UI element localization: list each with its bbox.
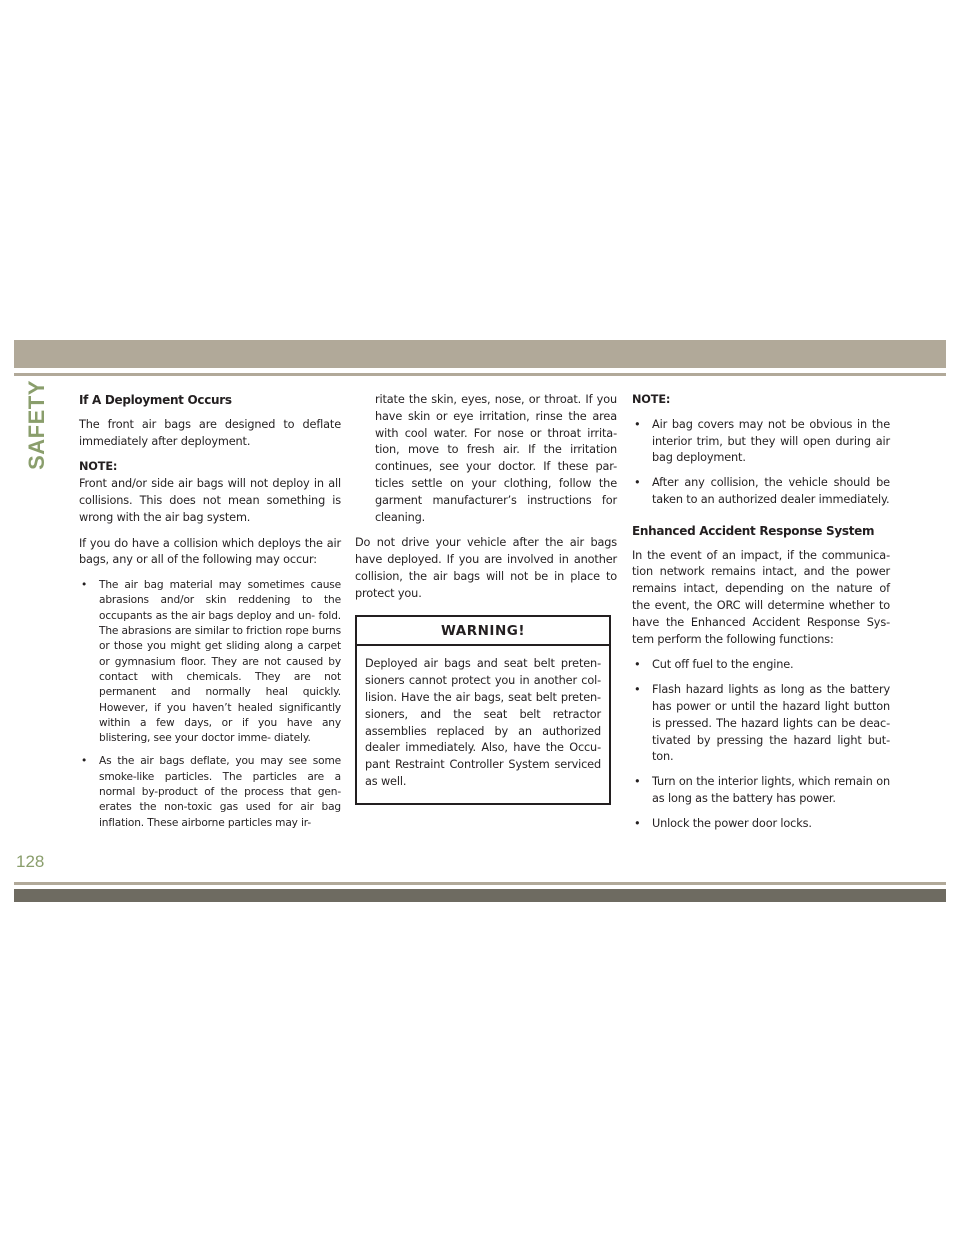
note-label: NOTE: [79,460,118,474]
page-number: 128 [16,852,45,871]
footer-rule [14,882,946,885]
paragraph: The front air bags are designed to deflate immediately after deployment. [79,417,341,448]
section-tab-label: SAFETY [24,380,50,470]
warning-box [355,615,611,805]
list-item: • Unlock the power door locks. [632,816,890,833]
section-heading-deployment: If A Deployment Occurs [79,393,232,407]
bullet-list [79,578,341,831]
section-heading-ears: Enhanced Accident Response System [632,523,875,538]
list-item: • After any collision, the vehicle should be taken to an authorized dealer immediately. [632,475,890,509]
warning-title: WARNING! [357,617,609,647]
header-band [14,340,946,368]
list-item-continuation: ritate the skin, eyes, nose, or throat. If you have skin or eye irritation, rinse the area with cool water. For nose or throat irrita- tion, move to fresh air. If the irritation continues, see your doctor. If these par- ticles settle on your clothing, follow the garment manufacturer’s instructions for cleaning. [375,393,617,524]
list-item: • Turn on the interior lights, which remain on as long as the battery has power. [632,774,890,808]
function-bullet-list [632,657,890,832]
column-2 [355,392,617,805]
list-item: • Cut off fuel to the engine. [632,657,890,674]
paragraph: In the event of an impact, if the communica- tion network remains intact, and the power remains intact, depending on the nature of the event, the ORC will determine whether to have the Enhanced Accident Response Sys- tem perform the following functions: [632,548,890,646]
paragraph: Do not drive your vehicle after the air bags have deployed. If you are involved in another collision, the air bags will not be in place to protect you. [355,536,617,600]
list-item: • As the air bags deflate, you may see some smoke-like particles. The particles are a normal by-product of the process that gen- erates the non-toxic gas used for air bag inflation. These airborne particles may ir- [79,754,341,830]
list-item: • Flash hazard lights as long as the battery has power or until the hazard light button is pressed. The hazard lights can be deac- tivated by pressing the hazard light but- ton. [632,682,890,766]
list-item: • Air bag covers may not be obvious in the interior trim, but they will open during air bag deployment. [632,417,890,467]
header-rule [14,373,946,376]
paragraph: If you do have a collision which deploys the air bags, any or all of the following may occur: [79,536,341,567]
footer-band [14,889,946,902]
note-bullet-list [632,417,890,509]
note-label: NOTE: [632,393,671,406]
note-text: Front and/or side air bags will not deploy in all collisions. This does not mean something is wrong with the air bag system. [79,477,341,524]
warning-body: Deployed air bags and seat belt preten- sioners cannot protect you in another col- lision. Have the air bags, seat belt preten- sioners, and the seat belt retractor assemblies replaced by an authorized dealer immediately. Also, have the Occu- pant Restraint Controller System serviced as well. [365,657,601,788]
section-tab [14,380,60,470]
list-item: • The air bag material may sometimes cause abrasions and/or skin reddening to the occupants as the air bags deploy and un- fold. The abrasions are similar to friction rope burns or those you might get sliding along a carpet or gymnasium floor. They are not caused by contact with chemicals. They are not permanent and normally heal quickly. However, if you haven’t healed significantly within a few days, or if you have any blistering, see your doctor imme- diately. [79,578,341,746]
column-3 [632,392,890,842]
column-1 [79,392,341,840]
